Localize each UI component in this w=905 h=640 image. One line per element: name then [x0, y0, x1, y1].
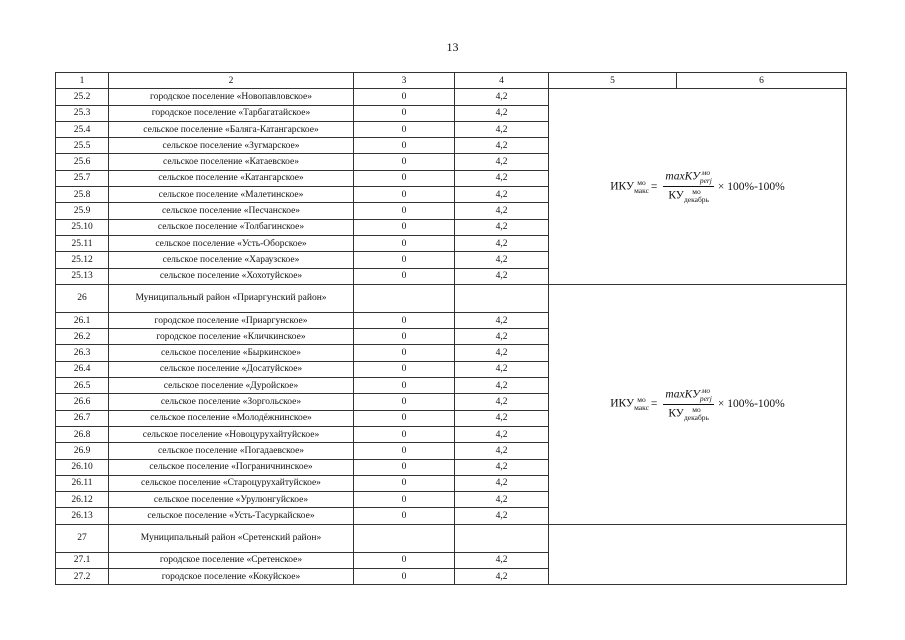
settlement-name: городское поселение «Кличкинское» [109, 329, 354, 345]
formula-tail: × 100%-100% [717, 398, 785, 411]
header-cell-3: 3 [354, 73, 455, 89]
formula-num-symbol: maxКУ [665, 388, 700, 401]
settlement-name: сельское поселение «Хохотуйское» [109, 268, 354, 284]
formula-den-symbol: КУ [668, 407, 684, 420]
col3-value: 0 [354, 508, 455, 524]
formula-tail: × 100%-100% [717, 180, 785, 193]
formula-lhs-sub: макс [634, 403, 649, 413]
table-row [56, 89, 847, 105]
col4-value: 4,2 [455, 345, 549, 361]
formula-fraction [663, 387, 713, 422]
formula-den-sup: мо [692, 187, 701, 197]
settlement-name: сельское поселение «Зугмарское» [109, 138, 354, 154]
formula-cell [549, 89, 847, 285]
index-formula [610, 387, 785, 422]
settlement-name: сельское поселение «Хараузское» [109, 252, 354, 268]
row-number: 26.1 [56, 312, 109, 328]
col3-value: 0 [354, 426, 455, 442]
col3-value: 0 [354, 121, 455, 137]
formula-den-symbol: КУ [668, 189, 684, 202]
settlement-name: сельское поселение «Новоцурухайтуйское» [109, 426, 354, 442]
district-name: Муниципальный район «Сретенский район» [109, 524, 354, 552]
row-number: 26.11 [56, 475, 109, 491]
col4-value: 4,2 [455, 268, 549, 284]
col4-value: 4,2 [455, 252, 549, 268]
row-number: 26.9 [56, 443, 109, 459]
settlement-name: сельское поселение «Баляга-Катангарское» [109, 121, 354, 137]
district-col3 [354, 284, 455, 312]
header-cell-5: 5 [549, 73, 677, 89]
col3-value: 0 [354, 410, 455, 426]
col4-value: 4,2 [455, 219, 549, 235]
col4-value: 4,2 [455, 475, 549, 491]
district-number: 27 [56, 524, 109, 552]
settlement-name: сельское поселение «Быркинское» [109, 345, 354, 361]
row-number: 27.1 [56, 552, 109, 568]
settlement-name: сельское поселение «Катаевское» [109, 154, 354, 170]
col4-value: 4,2 [455, 426, 549, 442]
col3-value: 0 [354, 89, 455, 105]
formula-equals: = [650, 180, 658, 193]
formula-lhs-symbol: ИКУ [610, 397, 635, 410]
col4-value: 4,2 [455, 170, 549, 186]
col4-value: 4,2 [455, 492, 549, 508]
col4-value: 4,2 [455, 154, 549, 170]
header-row [56, 73, 847, 89]
col3-value: 0 [354, 268, 455, 284]
settlement-name: городское поселение «Кокуйское» [109, 569, 354, 585]
formula-lhs-sub: макс [634, 185, 649, 195]
col3-value: 0 [354, 252, 455, 268]
col3-value: 0 [354, 475, 455, 491]
row-number: 26.3 [56, 345, 109, 361]
formula-num-symbol: maxКУ [665, 170, 700, 183]
formula-numerator [663, 169, 713, 187]
formula-cell [549, 284, 847, 524]
formula-num-sup: мо [701, 168, 711, 178]
tariff-table-body [56, 73, 847, 585]
row-number: 25.3 [56, 105, 109, 121]
col3-value: 0 [354, 154, 455, 170]
district-name: Муниципальный район «Приаргунский район» [109, 284, 354, 312]
row-number: 26.6 [56, 394, 109, 410]
row-number: 25.7 [56, 170, 109, 186]
col3-value: 0 [354, 329, 455, 345]
settlement-name: городское поселение «Сретенское» [109, 552, 354, 568]
col3-value: 0 [354, 219, 455, 235]
col3-value: 0 [354, 378, 455, 394]
col3-value: 0 [354, 345, 455, 361]
settlement-name: сельское поселение «Песчанское» [109, 203, 354, 219]
page-number: 13 [446, 40, 459, 54]
formula-denominator [668, 187, 709, 204]
col4-value: 4,2 [455, 138, 549, 154]
settlement-name: сельское поселение «Дуройское» [109, 378, 354, 394]
col3-value: 0 [354, 459, 455, 475]
formula-den-indices [684, 188, 709, 204]
formula-den-sub: декабрь [683, 195, 709, 205]
row-number: 26.5 [56, 378, 109, 394]
col4-value: 4,2 [455, 121, 549, 137]
index-formula [610, 169, 785, 204]
row-number: 25.8 [56, 187, 109, 203]
col3-value: 0 [354, 492, 455, 508]
settlement-name: сельское поселение «Пограничнинское» [109, 459, 354, 475]
header-cell-2: 2 [109, 73, 354, 89]
settlement-name: сельское поселение «Молодёжнинское» [109, 410, 354, 426]
formula-num-indices [700, 387, 712, 403]
formula-numerator [663, 387, 713, 405]
settlement-name: сельское поселение «Погадаевское» [109, 443, 354, 459]
row-number: 25.12 [56, 252, 109, 268]
header-cell-6: 6 [677, 73, 847, 89]
settlement-name: сельское поселение «Староцурухайтуйское» [109, 475, 354, 491]
col3-value: 0 [354, 187, 455, 203]
formula-lhs-sup: мо [637, 395, 646, 405]
formula-num-sub: perj [699, 176, 712, 186]
col4-value: 4,2 [455, 569, 549, 585]
row-number: 25.6 [56, 154, 109, 170]
col4-value: 4,2 [455, 105, 549, 121]
settlement-name: городское поселение «Новопавловское» [109, 89, 354, 105]
col4-value: 4,2 [455, 312, 549, 328]
col4-value: 4,2 [455, 378, 549, 394]
col4-value: 4,2 [455, 203, 549, 219]
formula-lhs-indices [634, 396, 649, 412]
col3-value: 0 [354, 138, 455, 154]
district-col4 [455, 524, 549, 552]
row-number: 26.8 [56, 426, 109, 442]
formula-num-indices [700, 169, 712, 185]
col4-value: 4,2 [455, 443, 549, 459]
row-number: 26.12 [56, 492, 109, 508]
col4-value: 4,2 [455, 235, 549, 251]
formula-num-sup: мо [701, 385, 711, 395]
settlement-name: сельское поселение «Усть-Тасуркайское» [109, 508, 354, 524]
formula-denominator [668, 405, 709, 422]
col4-value: 4,2 [455, 187, 549, 203]
settlement-name: городское поселение «Тарбагатайское» [109, 105, 354, 121]
district-row [56, 524, 847, 552]
settlement-name: сельское поселение «Малетинское» [109, 187, 354, 203]
district-number: 26 [56, 284, 109, 312]
col4-value: 4,2 [455, 459, 549, 475]
district-row [56, 284, 847, 312]
col4-value: 4,2 [455, 329, 549, 345]
row-number: 26.7 [56, 410, 109, 426]
formula-fraction [663, 169, 713, 204]
tariff-table [55, 72, 847, 585]
row-number: 25.11 [56, 235, 109, 251]
formula-num-sub: perj [699, 393, 712, 403]
settlement-name: сельское поселение «Усть-Оборское» [109, 235, 354, 251]
formula-den-sup: мо [692, 404, 701, 414]
col3-value: 0 [354, 552, 455, 568]
col3-value: 0 [354, 105, 455, 121]
settlement-name: сельское поселение «Толбагинское» [109, 219, 354, 235]
col3-value: 0 [354, 170, 455, 186]
district-col4 [455, 284, 549, 312]
row-number: 25.9 [56, 203, 109, 219]
formula-den-indices [684, 406, 709, 422]
formula-lhs-symbol: ИКУ [610, 180, 635, 193]
row-number: 25.5 [56, 138, 109, 154]
settlement-name: сельское поселение «Урулюнгуйское» [109, 492, 354, 508]
row-number: 26.2 [56, 329, 109, 345]
col4-value: 4,2 [455, 410, 549, 426]
col3-value: 0 [354, 235, 455, 251]
row-number: 25.10 [56, 219, 109, 235]
col3-value: 0 [354, 569, 455, 585]
formula-lhs [610, 179, 649, 195]
formula-lhs-indices [634, 179, 649, 195]
col4-value: 4,2 [455, 361, 549, 377]
col3-value: 0 [354, 203, 455, 219]
col3-value: 0 [354, 312, 455, 328]
settlement-name: сельское поселение «Катангарское» [109, 170, 354, 186]
col4-value: 4,2 [455, 394, 549, 410]
settlement-name: городское поселение «Приаргунское» [109, 312, 354, 328]
formula-den-sub: декабрь [683, 412, 709, 422]
row-number: 26.10 [56, 459, 109, 475]
settlement-name: сельское поселение «Досатуйское» [109, 361, 354, 377]
header-cell-4: 4 [455, 73, 549, 89]
row-number: 25.4 [56, 121, 109, 137]
col3-value: 0 [354, 361, 455, 377]
col3-value: 0 [354, 443, 455, 459]
col4-value: 4,2 [455, 552, 549, 568]
formula-lhs [610, 396, 649, 412]
col4-value: 4,2 [455, 89, 549, 105]
formula-equals: = [650, 398, 658, 411]
col4-value: 4,2 [455, 508, 549, 524]
settlement-name: сельское поселение «Зоргольское» [109, 394, 354, 410]
row-number: 25.2 [56, 89, 109, 105]
formula-cell [549, 524, 847, 585]
row-number: 26.13 [56, 508, 109, 524]
row-number: 26.4 [56, 361, 109, 377]
row-number: 25.13 [56, 268, 109, 284]
formula-lhs-sup: мо [637, 177, 646, 187]
header-cell-1: 1 [56, 73, 109, 89]
row-number: 27.2 [56, 569, 109, 585]
col3-value: 0 [354, 394, 455, 410]
district-col3 [354, 524, 455, 552]
